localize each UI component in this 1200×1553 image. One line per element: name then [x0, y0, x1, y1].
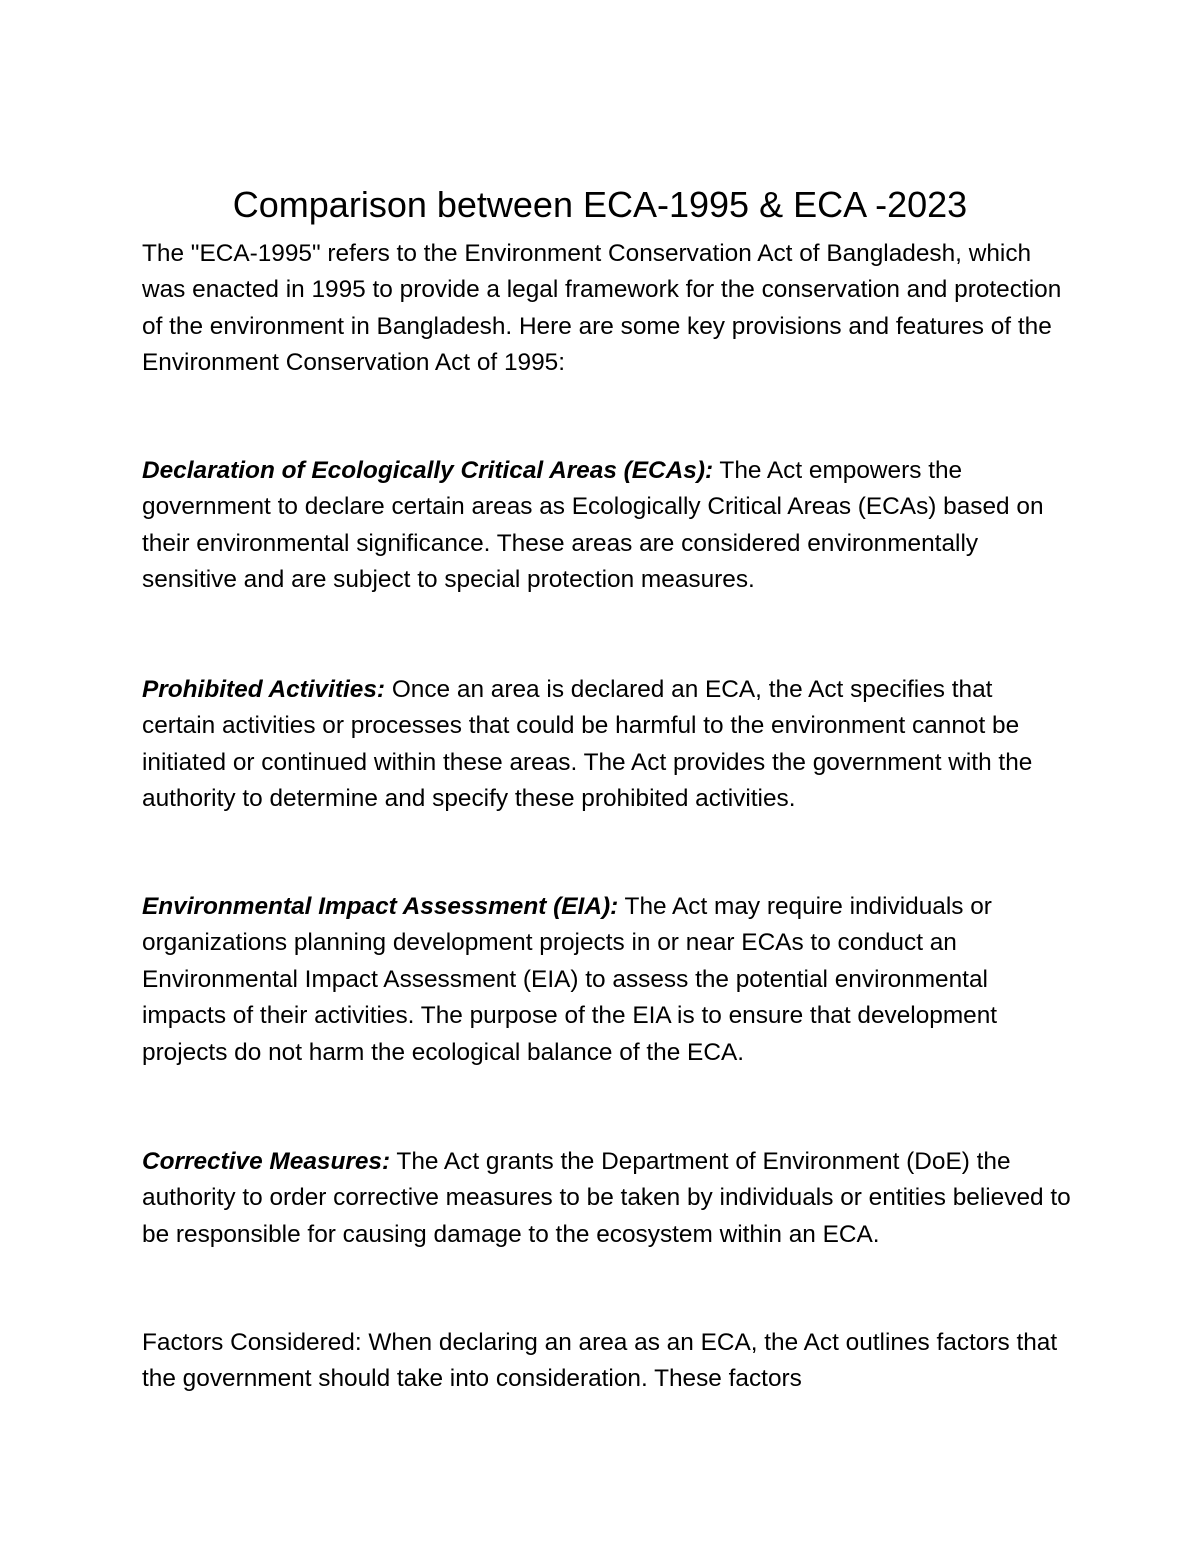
page-title: Comparison between ECA-1995 & ECA -2023 [232, 184, 968, 225]
intro-paragraph: The "ECA-1995" refers to the Environment Conservation Act of Bangladesh, which was enacted in 1995 to provide a legal framework for the conservation and protection of the environment in Bangladesh. Here are some key provisions and features of the Environment Conservation Act of 1995: [142, 240, 1062, 377]
section-paragraph-eca-declaration [142, 453, 1072, 599]
section-heading: Corrective Measures: [142, 1148, 391, 1175]
section-paragraph-corrective-measures [142, 1144, 1072, 1253]
section-body: The Act may require individuals or organizations planning development projects in or near ECAs to conduct an Environmental Impact Assessment (EIA) to assess the potential environmental impacts of their activities. The purpose of the EIA is to ensure that development projects do not harm the ecological balance of the ECA. [142, 893, 998, 1066]
factors-paragraph: Factors Considered: When declaring an area as an ECA, the Act outlines factors that the government should take into consideration. These factors [142, 1329, 1058, 1393]
section-body: The Act grants the Department of Environment (DoE) the authority to order corrective measures to be taken by individuals or entities believed to be responsible for causing damage to the ecosystem within an ECA. [142, 1148, 1071, 1248]
section-heading: Declaration of Ecologically Critical Areas (ECAs): [142, 457, 714, 484]
section-heading: Prohibited Activities: [142, 676, 386, 703]
section-body: The Act empowers the government to declare certain areas as Ecologically Critical Areas (ECAs) based on their environmental significance. These areas are considered environmentally sensitive and are subject to special protection measures. [142, 457, 1044, 594]
section-heading: Environmental Impact Assessment (EIA): [142, 893, 619, 920]
section-paragraph-eia [142, 889, 1072, 1071]
section-paragraph-prohibited-activities [142, 672, 1072, 818]
section-body: Once an area is declared an ECA, the Act specifies that certain activities or processes that could be harmful to the environment cannot be initiated or continued within these areas. The Act provides the government with the authority to determine and specify these prohibited activities. [142, 676, 1033, 813]
